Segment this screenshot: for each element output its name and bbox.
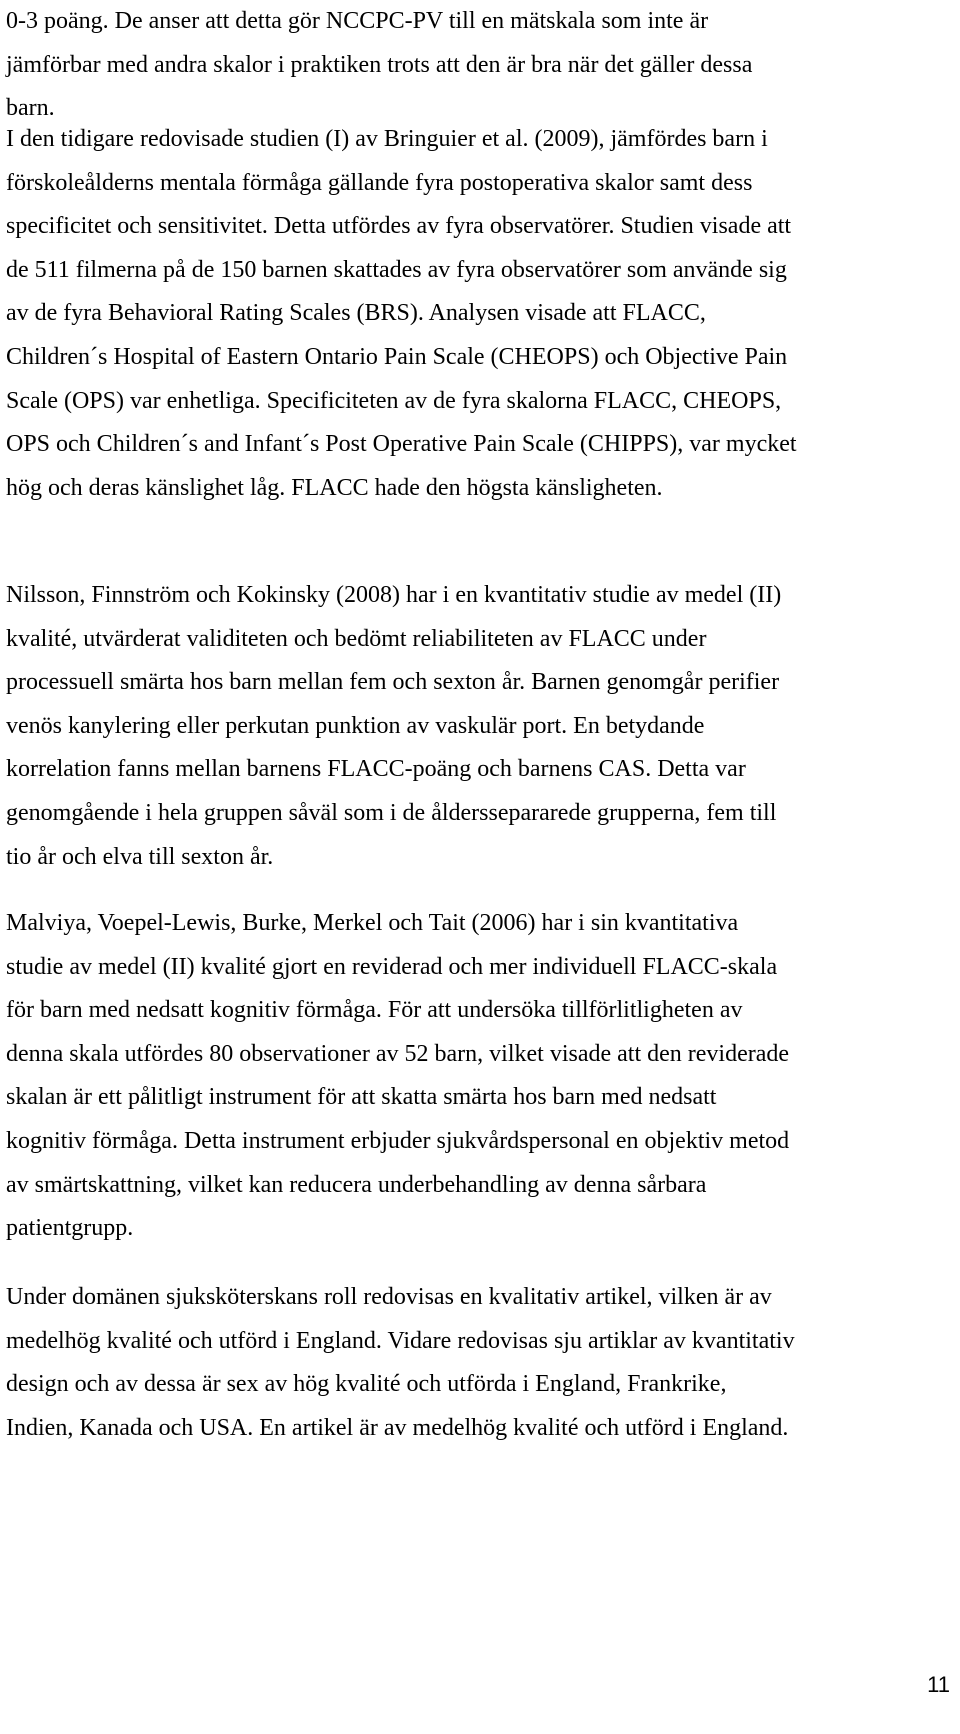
text-line: patientgrupp. [6, 1215, 134, 1242]
text-line: denna skala utfördes 80 observationer av 52 barn, vilket visade att den reviderade [6, 1040, 790, 1067]
paragraph-nilsson-study [6, 574, 956, 879]
text-line: specificitet och sensitivitet. Detta utfördes av fyra observatörer. Studien visade att [6, 213, 792, 240]
text-line: Scale (OPS) var enhetliga. Specificiteten av de fyra skalorna FLACC, CHEOPS, [6, 387, 782, 414]
text-line: processuell smärta hos barn mellan fem och sexton år. Barnen genomgår perifier [6, 669, 780, 696]
paragraph-nurse-role-summary [6, 1276, 956, 1450]
text-line: av smärtskattning, vilket kan reducera underbehandling av denna sårbara [6, 1171, 707, 1198]
text-line: medelhög kvalité och utförd i England. Vidare redovisas sju artiklar av kvantitativ [6, 1327, 795, 1354]
page-number: 11 [927, 1672, 950, 1697]
text-line: kvalité, utvärderat validiteten och bedömt reliabiliteten av FLACC under [6, 625, 707, 652]
text-line: 0-3 poäng. De anser att detta gör NCCPC-PV till en mätskala som inte är [6, 8, 709, 34]
text-line: barn. [6, 95, 55, 122]
text-line: Nilsson, Finnström och Kokinsky (2008) har i en kvantitativ studie av medel (II) [6, 582, 782, 608]
text-line: de 511 filmerna på de 150 barnen skattades av fyra observatörer som använde sig [6, 256, 787, 283]
text-line: kognitiv förmåga. Detta instrument erbjuder sjukvårdspersonal en objektiv metod [6, 1127, 790, 1154]
text-line: skalan är ett pålitligt instrument för att skatta smärta hos barn med nedsatt [6, 1084, 717, 1111]
text-line: OPS och Children´s and Infant´s Post Operative Pain Scale (CHIPPS), var mycket [6, 431, 797, 458]
text-line: Malviya, Voepel-Lewis, Burke, Merkel och Tait (2006) har i sin kvantitativa [6, 910, 739, 936]
text-line: av de fyra Behavioral Rating Scales (BRS). Analysen visade att FLACC, [6, 300, 706, 327]
text-line: genomgående i hela gruppen såväl som i de ålderssepararede grupperna, fem till [6, 799, 777, 826]
paragraph-ncppc-pv-conclusion [6, 0, 956, 131]
text-line: Indien, Kanada och USA. En artikel är av medelhög kvalité och utförd i England. [6, 1414, 789, 1441]
text-line: studie av medel (II) kvalité gjort en reviderad och mer individuell FLACC-skala [6, 953, 778, 980]
paragraph-malviya-study [6, 902, 956, 1251]
text-line: jämförbar med andra skalor i praktiken trots att den är bra när det gäller dessa [6, 51, 753, 78]
text-line: venös kanylering eller perkutan punktion av vaskulär port. En betydande [6, 712, 705, 739]
text-line: I den tidigare redovisade studien (I) av Bringuier et al. (2009), jämfördes barn i [6, 126, 768, 152]
text-line: Children´s Hospital of Eastern Ontario Pain Scale (CHEOPS) och Objective Pain [6, 343, 788, 370]
text-line: förskoleålderns mentala förmåga gällande fyra postoperativa skalor samt dess [6, 169, 753, 196]
text-line: tio år och elva till sexton år. [6, 843, 274, 870]
text-line: korrelation fanns mellan barnens FLACC-poäng och barnens CAS. Detta var [6, 756, 746, 783]
paragraph-bringuier-study [6, 118, 956, 510]
text-line: för barn med nedsatt kognitiv förmåga. För att undersöka tillförlitligheten av [6, 997, 743, 1024]
text-line: Under domänen sjuksköterskans roll redovisas en kvalitativ artikel, vilken är av [6, 1284, 772, 1310]
text-line: hög och deras känslighet låg. FLACC hade den högsta känsligheten. [6, 474, 663, 501]
text-line: design och av dessa är sex av hög kvalité och utförda i England, Frankrike, [6, 1371, 727, 1398]
